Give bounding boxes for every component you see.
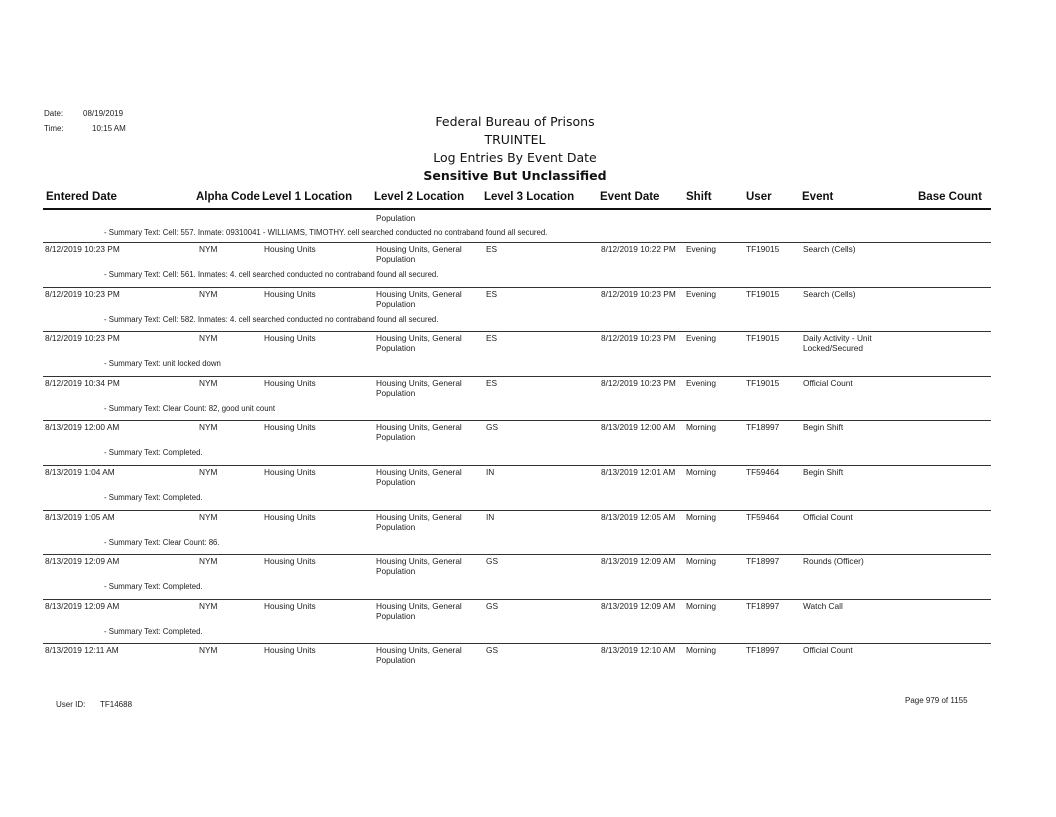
- level2-location-cell: Housing Units, General Population: [376, 601, 462, 621]
- event-date-cell: 8/13/2019 12:09 AM: [601, 601, 676, 611]
- event-date-cell: 8/13/2019 12:00 AM: [601, 422, 676, 432]
- entered-date-cell: 8/12/2019 10:23 PM: [45, 333, 120, 343]
- summary-text: - Summary Text: Clear Count: 82, good unit count: [104, 404, 276, 413]
- alpha-code-cell: NYM: [199, 289, 218, 299]
- level2-location-cell: Housing Units, General Population: [376, 289, 462, 309]
- alpha-code-cell: NYM: [199, 556, 218, 566]
- event-date-cell: 8/12/2019 10:22 PM: [601, 244, 676, 254]
- level2-location-cell: Housing Units, General Population: [376, 512, 462, 532]
- level1-location-cell: Housing Units: [264, 645, 316, 655]
- user-cell: TF59464: [746, 467, 780, 477]
- entered-date-cell: 8/12/2019 10:23 PM: [45, 289, 120, 299]
- col-base-count: Base Count: [918, 191, 982, 203]
- user-cell: TF19015: [746, 378, 780, 388]
- col-entered-date: Entered Date: [46, 191, 117, 203]
- col-shift: Shift: [686, 191, 712, 203]
- event-cell: Begin Shift: [803, 422, 844, 432]
- user-cell: TF18997: [746, 645, 780, 655]
- shift-cell: Evening: [686, 333, 716, 343]
- time-label: Time:: [44, 124, 64, 133]
- shift-cell: Morning: [686, 601, 716, 611]
- entered-date-cell: 8/12/2019 10:23 PM: [45, 244, 120, 254]
- level2-location-cell: Housing Units, General Population: [376, 333, 462, 353]
- row-separator: [43, 242, 991, 243]
- page-number: Page 979 of 1155: [905, 696, 968, 705]
- level1-location-cell: Housing Units: [264, 556, 316, 566]
- alpha-code-cell: NYM: [199, 333, 218, 343]
- report-org-title: Federal Bureau of Prisons: [435, 114, 595, 129]
- summary-text: - Summary Text: Cell: 582. Inmates: 4. cell searched conducted no contraband found all secured.: [104, 315, 439, 324]
- user-id-value: TF14688: [100, 700, 133, 709]
- summary-text: - Summary Text: unit locked down: [104, 359, 221, 368]
- entered-date-cell: 8/13/2019 1:05 AM: [45, 512, 115, 522]
- level3-location-cell: GS: [486, 422, 498, 432]
- entered-date-cell: 8/13/2019 1:04 AM: [45, 467, 115, 477]
- row-separator: [43, 510, 991, 511]
- row-separator: [43, 287, 991, 288]
- continued-summary-text: - Summary Text: Cell: 557. Inmate: 09310041 - WILLIAMS, TIMOTHY. cell searched conducted no contraband found all secured.: [104, 228, 548, 237]
- alpha-code-cell: NYM: [199, 244, 218, 254]
- user-cell: TF59464: [746, 512, 780, 522]
- event-cell: Official Count: [803, 512, 853, 522]
- event-date-cell: 8/13/2019 12:01 AM: [601, 467, 676, 477]
- user-id-label: User ID:: [56, 700, 86, 709]
- level1-location-cell: Housing Units: [264, 244, 316, 254]
- event-cell: Search (Cells): [803, 289, 856, 299]
- date-label: Date:: [44, 109, 64, 118]
- event-cell: Search (Cells): [803, 244, 856, 254]
- level3-location-cell: ES: [486, 289, 498, 299]
- event-date-cell: 8/13/2019 12:05 AM: [601, 512, 676, 522]
- user-cell: TF19015: [746, 244, 780, 254]
- level2-location-cell: Housing Units, General Population: [376, 422, 462, 442]
- entered-date-cell: 8/12/2019 10:34 PM: [45, 378, 120, 388]
- user-cell: TF18997: [746, 556, 780, 566]
- level1-location-cell: Housing Units: [264, 512, 316, 522]
- shift-cell: Morning: [686, 467, 716, 477]
- user-cell: TF19015: [746, 333, 780, 343]
- col-level1-location: Level 1 Location: [262, 191, 353, 203]
- entered-date-cell: 8/13/2019 12:11 AM: [45, 645, 119, 655]
- level1-location-cell: Housing Units: [264, 378, 316, 388]
- entered-date-cell: 8/13/2019 12:00 AM: [45, 422, 120, 432]
- event-cell: Watch Call: [803, 601, 843, 611]
- event-cell: Rounds (Officer): [803, 556, 864, 566]
- level2-location-cell: Housing Units, General Population: [376, 556, 462, 576]
- entered-date-cell: 8/13/2019 12:09 AM: [45, 556, 120, 566]
- report-name-title: Log Entries By Event Date: [433, 150, 597, 165]
- shift-cell: Morning: [686, 645, 716, 655]
- level1-location-cell: Housing Units: [264, 289, 316, 299]
- date-value: 08/19/2019: [83, 109, 124, 118]
- shift-cell: Morning: [686, 556, 716, 566]
- user-cell: TF18997: [746, 422, 780, 432]
- summary-text: - Summary Text: Clear Count: 86.: [104, 538, 220, 547]
- alpha-code-cell: NYM: [199, 601, 218, 611]
- level1-location-cell: Housing Units: [264, 467, 316, 477]
- col-event: Event: [802, 191, 834, 203]
- shift-cell: Morning: [686, 512, 716, 522]
- level3-location-cell: IN: [486, 512, 495, 522]
- summary-text: - Summary Text: Completed.: [104, 582, 203, 591]
- event-cell: Begin Shift: [803, 467, 844, 477]
- continued-level2-text: Population: [376, 213, 416, 223]
- col-alpha-code: Alpha Code: [196, 191, 260, 203]
- event-cell: Official Count: [803, 378, 853, 388]
- time-value: 10:15 AM: [92, 124, 126, 133]
- alpha-code-cell: NYM: [199, 645, 218, 655]
- row-separator: [43, 376, 991, 377]
- summary-text: - Summary Text: Completed.: [104, 627, 203, 636]
- event-date-cell: 8/12/2019 10:23 PM: [601, 378, 676, 388]
- event-cell: Daily Activity - Unit Locked/Secured: [803, 333, 872, 353]
- row-separator: [43, 331, 991, 332]
- shift-cell: Evening: [686, 244, 716, 254]
- event-cell: Official Count: [803, 645, 853, 655]
- row-separator: [43, 554, 991, 555]
- user-cell: TF19015: [746, 289, 780, 299]
- summary-text: - Summary Text: Completed.: [104, 448, 203, 457]
- alpha-code-cell: NYM: [199, 378, 218, 388]
- col-user: User: [746, 191, 772, 203]
- col-level2-location: Level 2 Location: [374, 191, 465, 203]
- classification-title: Sensitive But Unclassified: [423, 168, 607, 183]
- event-date-cell: 8/13/2019 12:10 AM: [601, 645, 676, 655]
- summary-text: - Summary Text: Cell: 561. Inmates: 4. cell searched conducted no contraband found all secured.: [104, 270, 439, 279]
- event-date-cell: 8/13/2019 12:09 AM: [601, 556, 676, 566]
- level3-location-cell: IN: [486, 467, 495, 477]
- user-cell: TF18997: [746, 601, 780, 611]
- header-rule: [43, 208, 991, 210]
- col-event-date: Event Date: [600, 191, 660, 203]
- row-separator: [43, 643, 991, 644]
- level3-location-cell: ES: [486, 244, 498, 254]
- entered-date-cell: 8/13/2019 12:09 AM: [45, 601, 120, 611]
- report-system-title: TRUINTEL: [484, 132, 546, 147]
- level2-location-cell: Housing Units, General Population: [376, 244, 462, 264]
- alpha-code-cell: NYM: [199, 422, 218, 432]
- event-date-cell: 8/12/2019 10:23 PM: [601, 289, 676, 299]
- alpha-code-cell: NYM: [199, 512, 218, 522]
- level1-location-cell: Housing Units: [264, 422, 316, 432]
- event-date-cell: 8/12/2019 10:23 PM: [601, 333, 676, 343]
- row-separator: [43, 465, 991, 466]
- level1-location-cell: Housing Units: [264, 601, 316, 611]
- col-level3-location: Level 3 Location: [484, 191, 575, 203]
- level2-location-cell: Housing Units, General Population: [376, 378, 462, 398]
- row-separator: [43, 420, 991, 421]
- level3-location-cell: GS: [486, 601, 498, 611]
- level3-location-cell: GS: [486, 645, 498, 655]
- level3-location-cell: ES: [486, 378, 498, 388]
- shift-cell: Evening: [686, 378, 716, 388]
- level3-location-cell: ES: [486, 333, 498, 343]
- level2-location-cell: Housing Units, General Population: [376, 645, 462, 665]
- alpha-code-cell: NYM: [199, 467, 218, 477]
- row-separator: [43, 599, 991, 600]
- level3-location-cell: GS: [486, 556, 498, 566]
- summary-text: - Summary Text: Completed.: [104, 493, 203, 502]
- level2-location-cell: Housing Units, General Population: [376, 467, 462, 487]
- shift-cell: Evening: [686, 289, 716, 299]
- shift-cell: Morning: [686, 422, 716, 432]
- level1-location-cell: Housing Units: [264, 333, 316, 343]
